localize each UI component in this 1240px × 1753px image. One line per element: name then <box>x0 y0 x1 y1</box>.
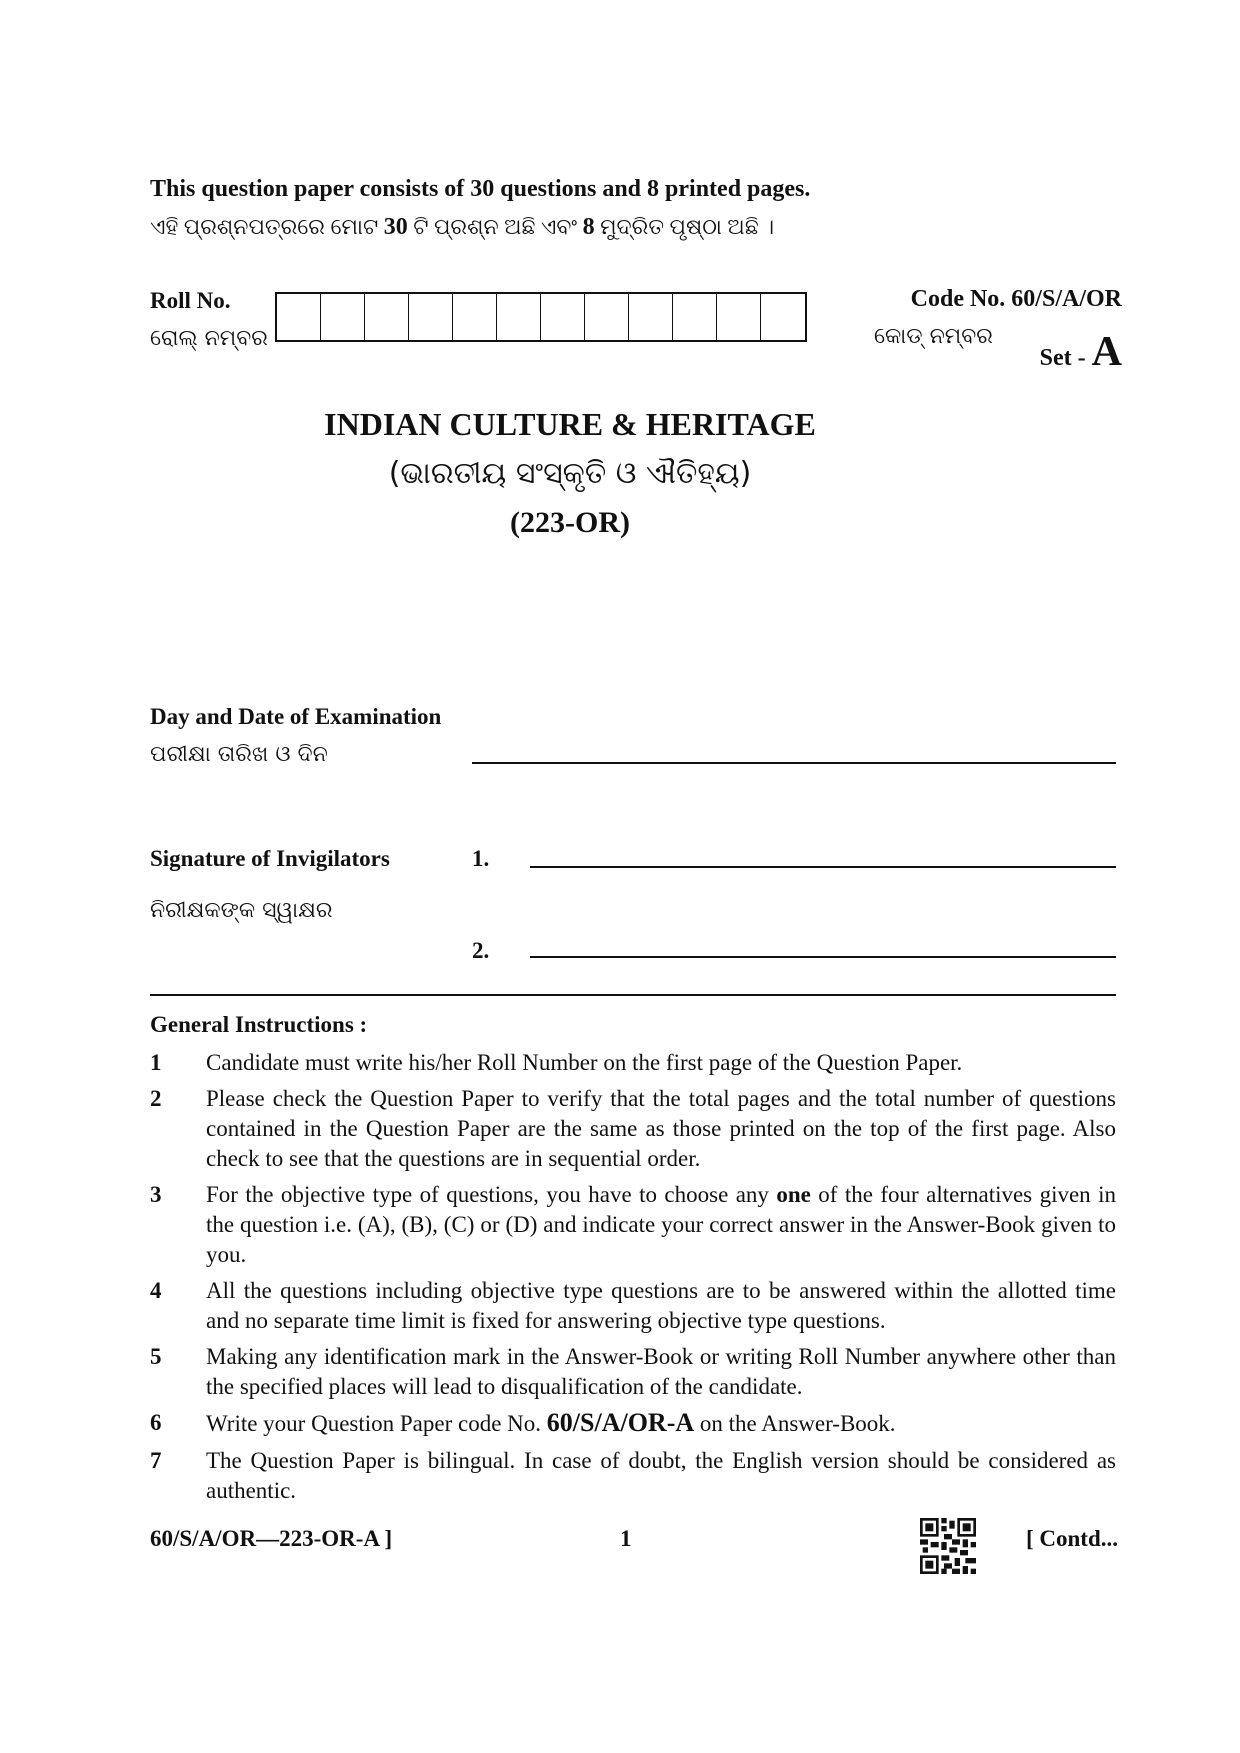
instructions-title: General Instructions : <box>150 1012 368 1037</box>
page-count-note-en: This question paper consists of 30 questions and 8 printed pages. <box>150 176 811 202</box>
roll-digit-box[interactable] <box>453 294 497 340</box>
qr-code-icon <box>920 1518 976 1574</box>
roll-no-label-od: ରୋଲ୍ ନମ୍ବର <box>150 326 268 351</box>
roll-digit-box[interactable] <box>541 294 585 340</box>
instruction-text: Candidate must write his/her Roll Number on the first page of the Question Paper. <box>206 1050 963 1075</box>
code-no-label-od: କୋଡ୍ ନମ୍ବର <box>874 324 993 349</box>
instruction-item <box>150 1048 1116 1078</box>
roll-digit-box[interactable] <box>717 294 761 340</box>
roll-digit-box[interactable] <box>321 294 365 340</box>
set-label: Set - <box>1039 345 1092 371</box>
instruction-item <box>150 1276 1116 1336</box>
instruction-item <box>150 1342 1116 1402</box>
roll-digit-box[interactable] <box>409 294 453 340</box>
set-letter: A <box>1091 329 1122 375</box>
invigilator-2-number: 2. <box>472 938 490 963</box>
instruction-number: 3 <box>150 1182 162 1207</box>
footer-paper-code: 60/S/A/OR—223-OR-A ] <box>150 1526 393 1551</box>
paper-title: INDIAN CULTURE & HERITAGE <box>324 406 816 442</box>
roll-digit-box[interactable] <box>277 294 321 340</box>
exam-date-label-od: ପରୀକ୍ଷା ତାରିଖ ଓ ଦିନ <box>150 742 328 767</box>
continued-note: [ Contd... <box>1025 1526 1118 1551</box>
instruction-item <box>150 1084 1116 1174</box>
instruction-text: Making any identification mark in the Answer-Book or writing Roll Number anywhere other than the specified places will lead to disqualification of the candidate. <box>206 1344 1116 1399</box>
roll-no-label: Roll No. <box>150 288 231 313</box>
paper-subject-code: (223-OR) <box>510 506 630 539</box>
instruction-number: 2 <box>150 1086 162 1111</box>
instruction-item <box>150 1408 1116 1439</box>
instruction-number: 7 <box>150 1448 162 1473</box>
instruction-text: Please check the Question Paper to verify that the total pages and the total number of questions contained in the Question Paper are the same as those printed on the top of the first page. Also check to see that the questions are in sequential order. <box>206 1086 1116 1171</box>
roll-digit-box[interactable] <box>761 294 805 340</box>
instruction-item <box>150 1446 1116 1506</box>
instruction-number: 5 <box>150 1344 162 1369</box>
instruction-text: For the objective type of questions, you have to choose any one of the four alternatives given in the question i.e. (A), (B), (C) or (D) and indicate your correct answer in the Answer-Book given to you. <box>206 1182 1116 1267</box>
set-indicator <box>1040 328 1122 376</box>
roll-digit-box[interactable] <box>497 294 541 340</box>
invigilators-label-od: ନିରୀକ୍ଷକଙ୍କ ସ୍ୱାକ୍ଷର <box>150 898 333 923</box>
exam-date-line[interactable] <box>472 762 1116 764</box>
paper-title-od: (ଭାରତୀୟ ସଂସ୍କୃତି ଓ ଐତିହ୍ୟ) <box>388 456 752 491</box>
exam-date-label: Day and Date of Examination <box>150 704 442 729</box>
instruction-text: Write your Question Paper code No. 60/S/A/OR-A on the Answer-Book. <box>206 1408 896 1437</box>
invigilator-1-number: 1. <box>472 846 490 871</box>
roll-number-boxes[interactable] <box>275 292 807 342</box>
code-no-label: Code No. 60/S/A/OR <box>910 286 1122 312</box>
instruction-number: 6 <box>150 1410 162 1435</box>
invigilator-1-line[interactable] <box>530 866 1116 868</box>
instruction-text: All the questions including objective type questions are to be answered within the allotted time and no separate time limit is fixed for answering objective type questions. <box>206 1278 1116 1333</box>
instruction-number: 4 <box>150 1278 162 1303</box>
invigilators-label: Signature of Invigilators <box>150 846 390 871</box>
roll-digit-box[interactable] <box>365 294 409 340</box>
instruction-text: The Question Paper is bilingual. In case of doubt, the English version should be considered as authentic. <box>206 1448 1116 1503</box>
instruction-item <box>150 1180 1116 1270</box>
roll-digit-box[interactable] <box>673 294 717 340</box>
section-divider <box>150 994 1116 996</box>
invigilator-2-line[interactable] <box>530 956 1116 958</box>
roll-digit-box[interactable] <box>629 294 673 340</box>
page-count-note-od: ଏହି ପ୍ରଶ୍ନପତ୍ରରେ ମୋଟ 30 ଟି ପ୍ରଶ୍ନ ଅଛି ଏବଂ 8 ମୁଦ୍ରିତ ପୃଷ୍ଠା ଅଛି । <box>150 214 775 240</box>
page-number: 1 <box>620 1526 632 1551</box>
instruction-number: 1 <box>150 1050 162 1075</box>
roll-digit-box[interactable] <box>585 294 629 340</box>
